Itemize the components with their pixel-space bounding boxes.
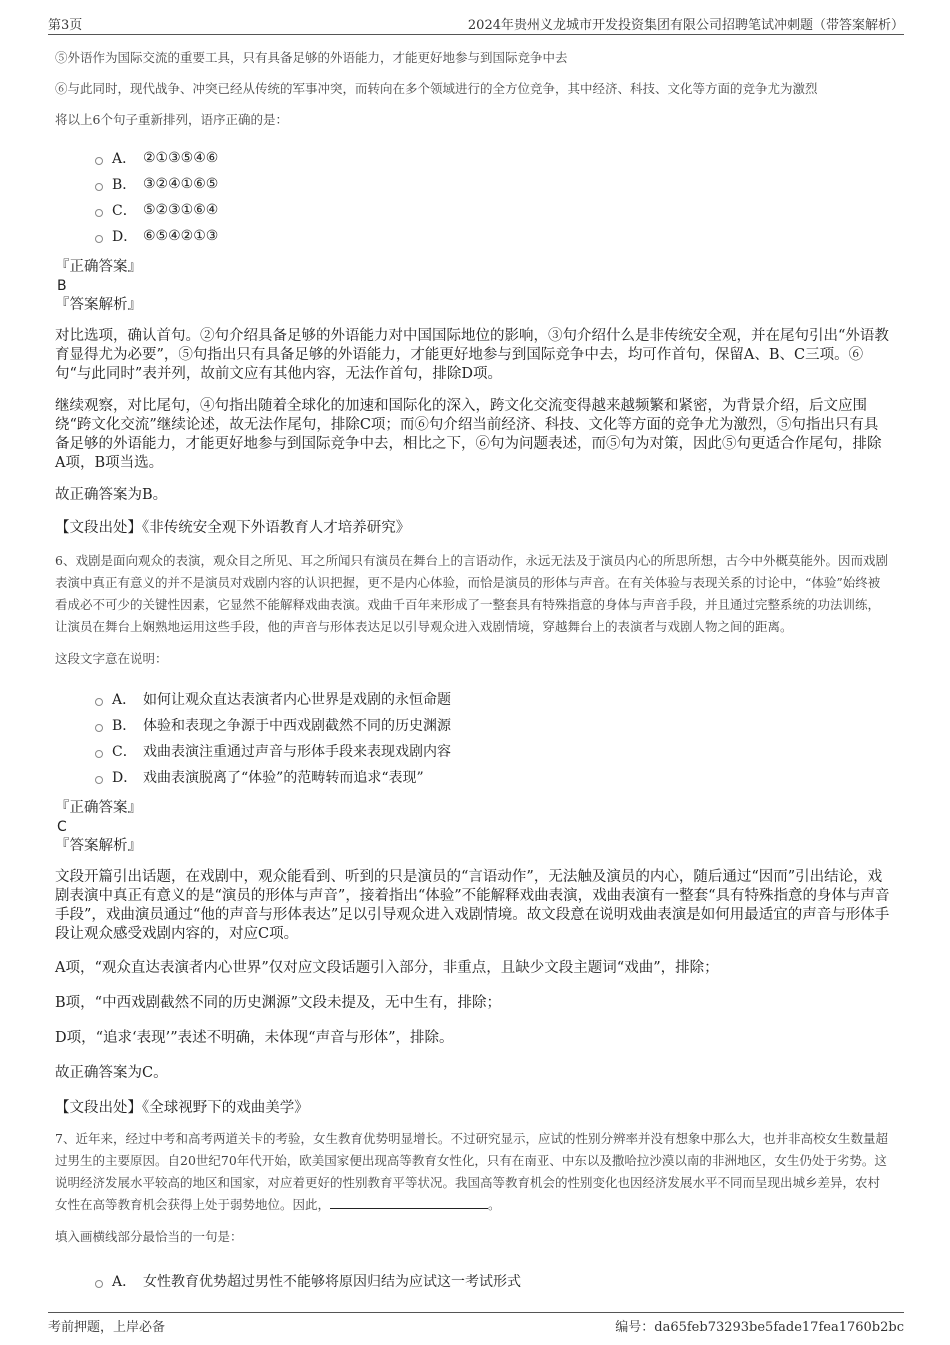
option-letter: D． — [112, 229, 138, 245]
option-d[interactable] — [95, 223, 890, 249]
radio-icon[interactable] — [95, 183, 103, 191]
sentence-6: ⑥与此同时，现代战争、冲突已经从传统的军事冲突，而转向在多个领域进行的全方位竞争，其中经济、科技、文化等方面的竞争尤为激烈 — [55, 81, 818, 96]
options-list — [95, 1268, 890, 1294]
option-letter: A． — [112, 692, 137, 708]
option-letter: C． — [112, 203, 137, 219]
question-stem-text: 7、近年来，经过中考和高考两道关卡的考验，女生教育优势明显增长。不过研究显示，应试的性别分辨率并没有想象中那么大，也并非高校女生数量超过男生的主要原因。自20世纪70年代开始，欧美国家便出现高等教育女性化，只有在南亚、中东以及撒哈拉沙漠以南的非洲地区，女生仍处于劣势。这说明经济发展水平较高的地区和国家，对应着更好的性别教育平等状况。我国高等教育机会的性别变化也因经济发展水平不同而呈现出城乡差异，农村女性在高等教育机会获得上处于弱势地位。因此， — [55, 1131, 888, 1212]
option-a[interactable] — [95, 686, 890, 712]
option-text: ⑥⑤④②①③ — [143, 228, 219, 244]
option-b[interactable] — [95, 712, 890, 738]
option-letter: B． — [112, 718, 137, 734]
option-letter: B． — [112, 177, 137, 193]
radio-icon[interactable] — [95, 750, 103, 758]
analysis-option-d: D项，“追求‘表现’”表述不明确，未体现“声音与形体”，排除。 — [55, 1030, 454, 1046]
radio-icon[interactable] — [95, 698, 103, 706]
radio-icon[interactable] — [95, 776, 103, 784]
answer-value: C — [57, 819, 67, 835]
option-letter: A． — [112, 151, 137, 167]
radio-icon[interactable] — [95, 1280, 103, 1288]
radio-icon[interactable] — [95, 209, 103, 217]
option-text: ②①③⑤④⑥ — [143, 150, 219, 166]
analysis-paragraph: 对比选项，确认首句。②句介绍具备足够的外语能力对中国国际地位的影响，③句介绍什么是非传统安全观，并在尾句引出“外语教育显得尤为必要”，⑤句指出只有具备足够的外语能力，才能更好地参与到国际竞争中去，均可作首句，保留A、B、C三项。⑥句“与此同时”表并列，故前文应有其他内容，无法作首句，排除D项。 — [55, 328, 889, 382]
document-title: 2024年贵州义龙城市开发投资集团有限公司招聘笔试冲刺题（带答案解析） — [467, 18, 904, 33]
document-id: 编号：da65feb73293be5fade17fea1760b2bc — [615, 1320, 904, 1335]
question-stem — [55, 1128, 890, 1216]
page-number: 第3页 — [48, 18, 83, 33]
source-citation: 【文段出处】《全球视野下的戏曲美学》 — [55, 1100, 309, 1116]
options-list — [95, 686, 890, 790]
answer-label: 『正确答案』 — [55, 259, 142, 275]
option-a[interactable] — [95, 1268, 890, 1294]
option-text: 如何让观众直达表演者内心世界是戏剧的永恒命题 — [143, 692, 451, 708]
options-list — [95, 145, 890, 249]
question-prompt: 填入画横线部分最恰当的一句是： — [55, 1229, 243, 1244]
option-a[interactable] — [95, 145, 890, 171]
source-citation: 【文段出处】《非传统安全观下外语教育人才培养研究》 — [55, 520, 411, 536]
analysis-label: 『答案解析』 — [55, 297, 142, 313]
option-text: 戏曲表演注重通过声音与形体手段来表现戏剧内容 — [143, 744, 451, 760]
radio-icon[interactable] — [95, 235, 103, 243]
page-header — [48, 14, 904, 35]
option-d[interactable] — [95, 764, 890, 790]
footer-slogan: 考前押题，上岸必备 — [48, 1320, 166, 1335]
option-text: ⑤②③①⑥④ — [143, 202, 219, 218]
question-prompt: 将以上6个句子重新排列，语序正确的是： — [55, 112, 288, 127]
question-stem: 6、戏剧是面向观众的表演，观众目之所见、耳之所闻只有演员在舞台上的言语动作，永远无法及于演员内心的所思所想，古今中外概莫能外。因而戏剧表演中真正有意义的并不是演员对戏剧内容的认识把握，更不是内心体验，而恰是演员的形体与声音。在有关体验与表现关系的讨论中，“体验”始终被看成必不可少的关键性因素，它显然不能解释戏曲表演。戏曲千百年来形成了一整套具有特殊指意的身体与声音手段，并且通过完整系统的功法训练，让演员在舞台上娴熟地运用这些手段，他的声音与形体表达足以引导观众进入戏剧情境，穿越舞台上的表演者与戏剧人物之间的距离。 — [55, 553, 888, 634]
option-c[interactable] — [95, 197, 890, 223]
analysis-option-a: A项，“观众直达表演者内心世界”仅对应文段话题引入部分，非重点，且缺少文段主题词“戏曲”，排除； — [55, 960, 719, 976]
analysis-paragraph: 文段开篇引出话题，在戏剧中，观众能看到、听到的只是演员的“言语动作”，无法触及演员的内心，随后通过“因而”引出结论，戏剧表演中真正有意义的是“演员的形体与声音”，接着指出“体验”不能解释戏曲表演，戏曲表演有一整套“具有特殊指意的身体与声音手段”，戏曲演员通过“他的声音与形体表达”足以引导观众进入戏剧情境。故文段意在说明戏曲表演是如何用最适宜的声音与形体手段让观众感受戏剧内容的，对应C项。 — [55, 869, 890, 942]
option-text: ③②④①⑥⑤ — [143, 176, 219, 192]
analysis-label: 『答案解析』 — [55, 838, 142, 854]
option-text: 女性教育优势超过男性不能够将原因归结为应试这一考试形式 — [143, 1274, 521, 1290]
radio-icon[interactable] — [95, 724, 103, 732]
fill-blank — [330, 1194, 488, 1209]
question-stem-end: 。 — [488, 1197, 501, 1212]
option-text: 戏曲表演脱离了“体验”的范畴转而追求“表现” — [143, 770, 424, 786]
option-letter: D． — [112, 770, 138, 786]
option-b[interactable] — [95, 171, 890, 197]
document-content — [55, 47, 890, 1302]
option-c[interactable] — [95, 738, 890, 764]
conclusion: 故正确答案为C。 — [55, 1065, 168, 1081]
conclusion: 故正确答案为B。 — [55, 487, 168, 503]
question-prompt: 这段文字意在说明： — [55, 651, 168, 666]
page-footer — [48, 1312, 904, 1335]
option-text: 体验和表现之争源于中西戏剧截然不同的历史渊源 — [143, 718, 451, 734]
sentence-5: ⑤外语作为国际交流的重要工具，只有具备足够的外语能力，才能更好地参与到国际竞争中去 — [55, 50, 568, 65]
answer-label: 『正确答案』 — [55, 800, 142, 816]
option-letter: C． — [112, 744, 137, 760]
analysis-option-b: B项，“中西戏剧截然不同的历史渊源”文段未提及，无中生有，排除； — [55, 995, 501, 1011]
radio-icon[interactable] — [95, 157, 103, 165]
option-letter: A． — [112, 1274, 137, 1290]
analysis-paragraph: 继续观察，对比尾句，④句指出随着全球化的加速和国际化的深入，跨文化交流变得越来越频繁和紧密，为背景介绍，后文应围绕“跨文化交流”继续论述，故无法作尾句，排除C项；而⑥句介绍当前经济、科技、文化等方面的竞争尤为激烈，⑤句指出只有具备足够的外语能力，才能更好地参与到国际竞争中去，相比之下，⑥句为问题表述，而⑤句为对策，因此⑤句更适合作尾句，排除A项，B项当选。 — [55, 398, 882, 471]
answer-value: B — [57, 278, 67, 294]
